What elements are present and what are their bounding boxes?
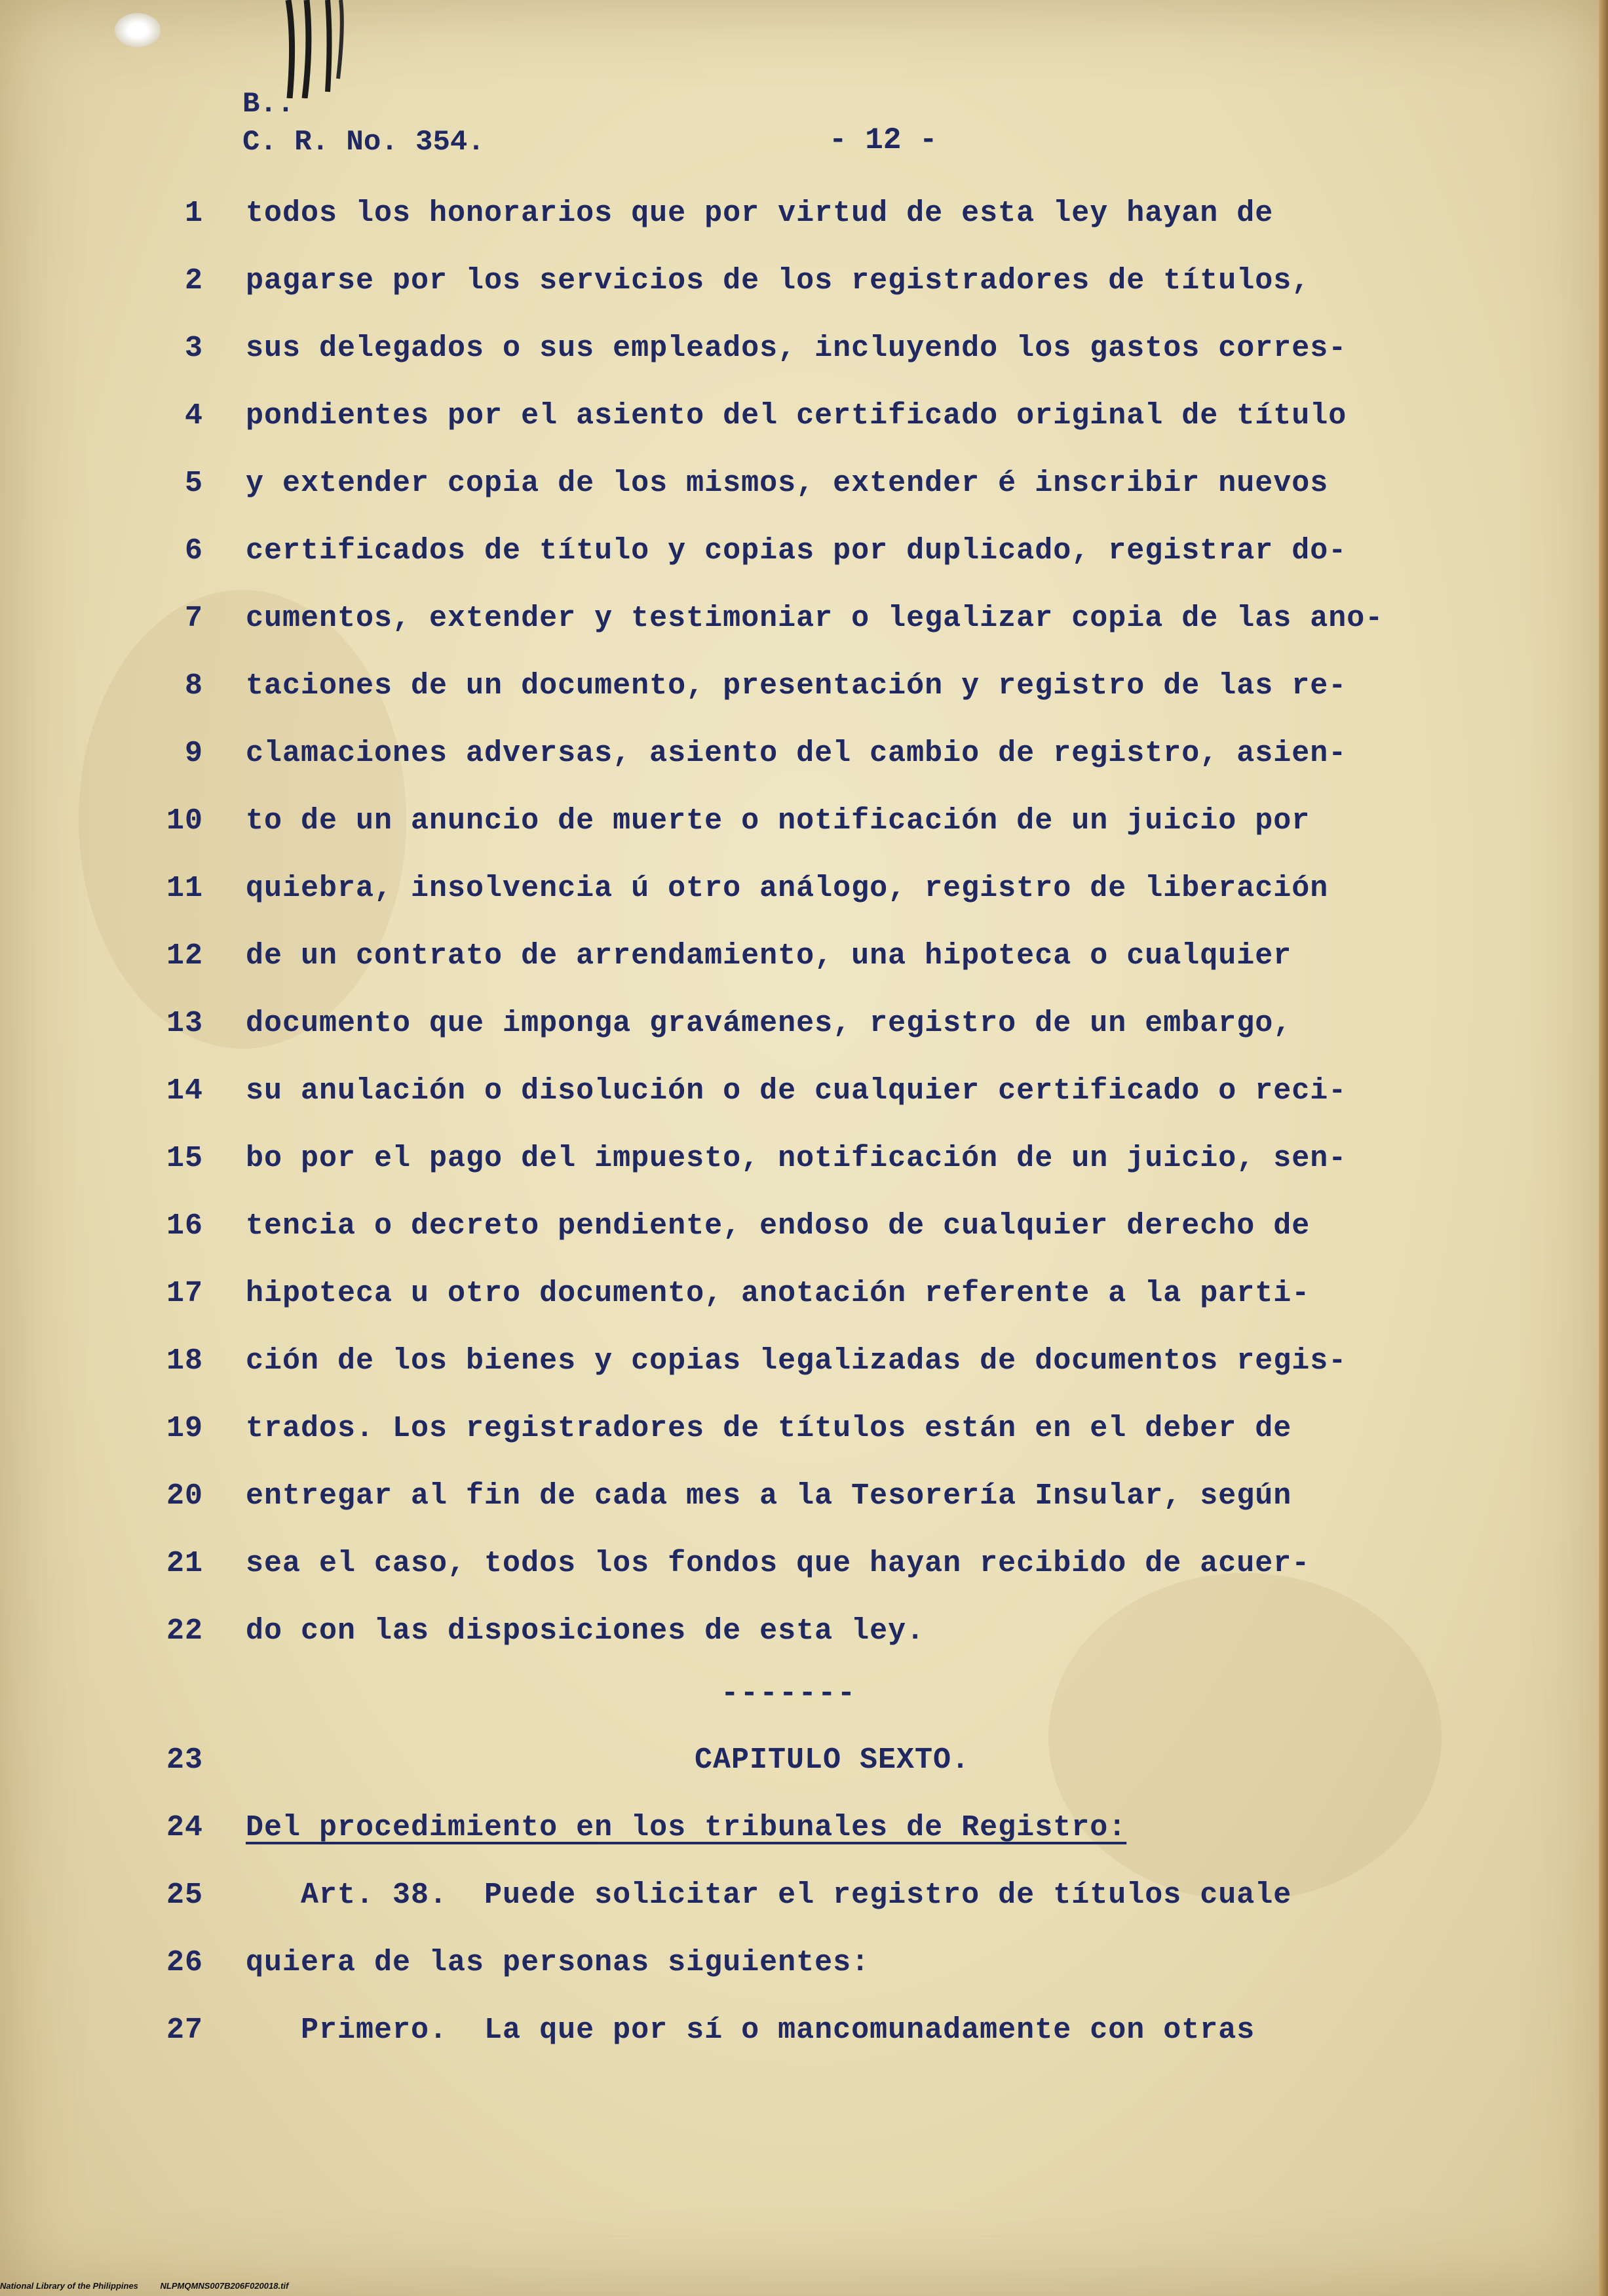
line-text: entregar al fin de cada mes a la Tesorería Insular, según	[246, 1479, 1292, 1513]
line-text: todos los honorarios que por virtud de esta ley hayan de	[246, 197, 1274, 230]
line-number: 19	[166, 1412, 203, 1445]
reference-top: B..	[242, 88, 295, 121]
line-text: documento que imponga gravámenes, registro de un embargo,	[246, 1007, 1292, 1040]
line-number: 1	[184, 197, 203, 230]
text-line	[0, 1277, 1608, 1323]
file-identifier: NLPMQMNS007B206F020018.tif	[160, 2281, 289, 2291]
text-line	[0, 1344, 1608, 1390]
line-number: 2	[184, 264, 203, 298]
line-number: 26	[166, 1946, 203, 1979]
line-text: pagarse por los servicios de los registradores de títulos,	[246, 264, 1311, 298]
punch-hole	[115, 13, 161, 47]
line-text: su anulación o disolución o de cualquier certificado o reci-	[246, 1074, 1347, 1108]
line-number: 9	[184, 737, 203, 770]
text-line	[0, 872, 1608, 918]
line-number: 16	[166, 1209, 203, 1243]
line-number: 27	[166, 2014, 203, 2047]
text-line	[0, 1007, 1608, 1053]
text-line	[0, 1142, 1608, 1188]
line-text: hipoteca u otro documento, anotación referente a la parti-	[246, 1277, 1311, 1310]
line-number: 3	[184, 332, 203, 365]
text-line	[0, 534, 1608, 580]
line-number: 24	[166, 1811, 203, 1844]
line-text: y extender copia de los mismos, extender é inscribir nuevos	[246, 467, 1329, 500]
line-text: quiebra, insolvencia ú otro análogo, registro de liberación	[246, 872, 1329, 905]
line-number: 17	[166, 1277, 203, 1310]
line-number: 22	[166, 1614, 203, 1648]
text-line	[0, 399, 1608, 445]
chapter-subtitle: Del procedimiento en los tribunales de Registro:	[246, 1811, 1127, 1844]
text-line	[0, 602, 1608, 648]
line-number: 23	[166, 1743, 203, 1777]
library-credit: National Library of the Philippines	[0, 2281, 138, 2291]
line-number: 20	[166, 1479, 203, 1513]
line-text: de un contrato de arrendamiento, una hipoteca o cualquier	[246, 939, 1292, 973]
line-text: to de un anuncio de muerte o notificación de un juicio por	[246, 804, 1311, 838]
line-text: clamaciones adversas, asiento del cambio de registro, asien-	[246, 737, 1347, 770]
text-line	[0, 332, 1608, 378]
line-text: trados. Los registradores de títulos están en el deber de	[246, 1412, 1292, 1445]
text-line	[0, 1479, 1608, 1525]
line-text: bo por el pago del impuesto, notificación de un juicio, sen-	[246, 1142, 1347, 1175]
text-line	[0, 1614, 1608, 1660]
line-text: Art. 38. Puede solicitar el registro de títulos cuale	[246, 1878, 1292, 1912]
line-text: taciones de un documento, presentación y registro de las re-	[246, 669, 1347, 703]
text-line	[0, 197, 1608, 243]
line-number: 18	[166, 1344, 203, 1378]
line-text: sus delegados o sus empleados, incluyendo los gastos corres-	[246, 332, 1347, 365]
section-divider: -------	[721, 1677, 857, 1711]
text-line	[0, 2014, 1608, 2059]
text-line	[0, 1412, 1608, 1458]
page-number: - 12 -	[829, 123, 938, 157]
line-text: tencia o decreto pendiente, endoso de cualquier derecho de	[246, 1209, 1311, 1243]
line-number: 10	[166, 804, 203, 838]
scan-footer	[0, 2281, 308, 2291]
line-text: quiera de las personas siguientes:	[246, 1946, 870, 1979]
text-line	[0, 1878, 1608, 1924]
line-number: 21	[166, 1547, 203, 1580]
line-number: 4	[184, 399, 203, 433]
line-text: do con las disposiciones de esta ley.	[246, 1614, 925, 1648]
line-number: 13	[166, 1007, 203, 1040]
line-text: sea el caso, todos los fondos que hayan recibido de acuer-	[246, 1547, 1311, 1580]
text-line	[0, 1074, 1608, 1120]
line-number: 5	[184, 467, 203, 500]
chapter-heading: CAPITULO SEXTO.	[695, 1743, 970, 1777]
line-number: 25	[166, 1878, 203, 1912]
line-number: 14	[166, 1074, 203, 1108]
line-text: cumentos, extender y testimoniar o legalizar copia de las ano-	[246, 602, 1384, 635]
text-line	[0, 669, 1608, 715]
text-line	[0, 1547, 1608, 1593]
text-line	[0, 939, 1608, 985]
line-text: ción de los bienes y copias legalizadas de documentos regis-	[246, 1344, 1347, 1378]
text-line	[0, 1946, 1608, 1992]
line-number: 11	[166, 872, 203, 905]
binding-thread-image	[275, 0, 367, 98]
line-number: 6	[184, 534, 203, 568]
line-number: 12	[166, 939, 203, 973]
text-line	[0, 264, 1608, 310]
line-number: 8	[184, 669, 203, 703]
text-line	[0, 1209, 1608, 1255]
document-reference	[242, 85, 485, 161]
line-number: 15	[166, 1142, 203, 1175]
text-line	[0, 737, 1608, 783]
text-line	[0, 467, 1608, 513]
line-number: 7	[184, 602, 203, 635]
chapter-heading-line	[0, 1743, 1608, 1789]
text-line	[0, 804, 1608, 850]
chapter-subtitle-line	[0, 1811, 1608, 1857]
line-text: certificados de título y copias por duplicado, registrar do-	[246, 534, 1347, 568]
line-text: pondientes por el asiento del certificado original de título	[246, 399, 1347, 433]
bill-number: C. R. No. 354.	[242, 126, 485, 159]
line-text: Primero. La que por sí o mancomunadamente con otras	[246, 2014, 1255, 2047]
